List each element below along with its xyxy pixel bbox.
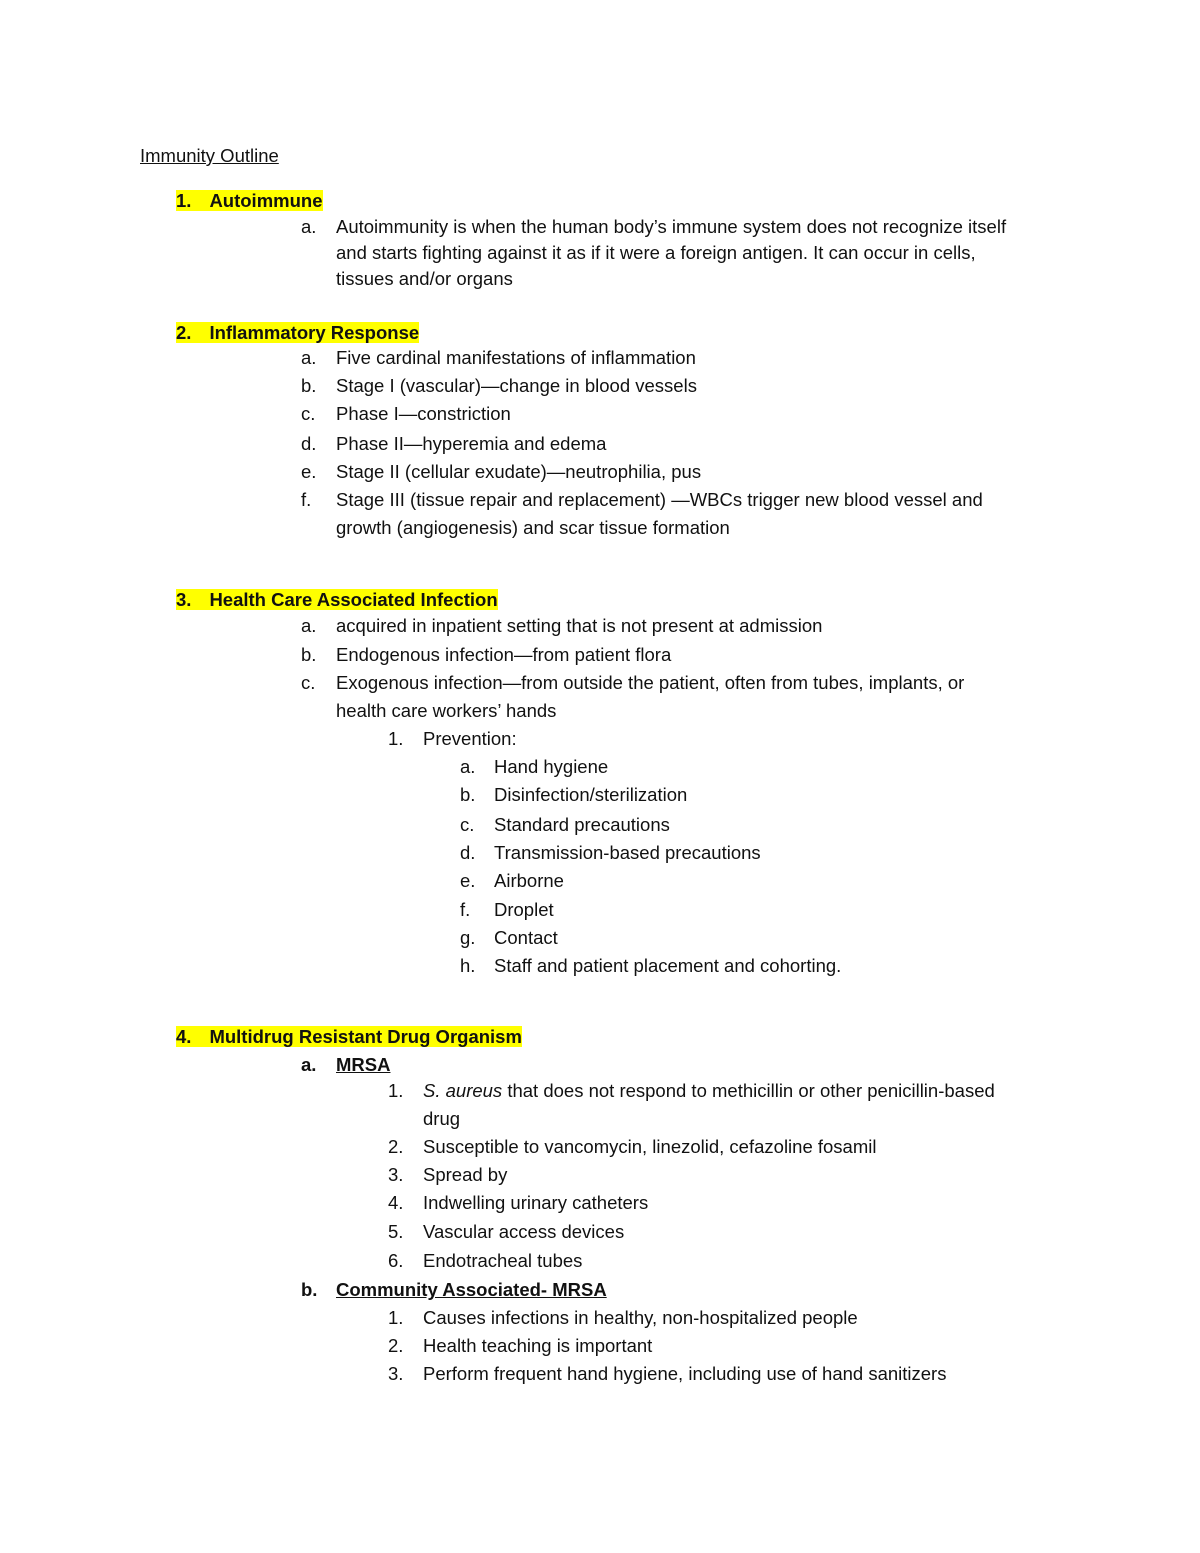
list-item-text: Perform frequent hand hygiene, including use of hand sanitizers xyxy=(423,1363,947,1384)
list-item-marker: f. xyxy=(301,489,312,510)
list-item-marker: c. xyxy=(460,814,475,835)
list-item-marker: 1. xyxy=(388,1307,404,1328)
section-number: 1. xyxy=(176,190,192,211)
list-item-marker: b. xyxy=(301,1279,318,1300)
list-item-text: Contact xyxy=(494,927,558,948)
list-item-marker: 6. xyxy=(388,1250,404,1271)
list-item-marker: a. xyxy=(301,615,317,636)
subsection-label: Community Associated- MRSA xyxy=(336,1279,607,1300)
section-3-heading xyxy=(176,588,498,612)
list-item-text: Five cardinal manifestations of inflammation xyxy=(336,347,696,368)
list-item-text: Health teaching is important xyxy=(423,1335,653,1356)
section-1-heading xyxy=(176,189,323,213)
list-item-text: Autoimmunity is when the human body’s immune system does not recognize itself xyxy=(336,216,1007,237)
list-item-marker: 2. xyxy=(388,1335,404,1356)
list-item-text: growth (angiogenesis) and scar tissue formation xyxy=(336,517,730,538)
list-item-text: Phase I—constriction xyxy=(336,403,511,424)
list-item-marker: 1. xyxy=(388,728,404,749)
list-item-marker: 5. xyxy=(388,1221,404,1242)
list-item-text: Stage II (cellular exudate)—neutrophilia, pus xyxy=(336,461,702,482)
list-item-marker: f. xyxy=(460,899,471,920)
list-item-text: and starts fighting against it as if it were a foreign antigen. It can occur in cells, xyxy=(336,242,976,263)
section-title: Multidrug Resistant Drug Organism xyxy=(209,1026,522,1047)
list-item-text: Phase II—hyperemia and edema xyxy=(336,433,607,454)
list-item-text: Endotracheal tubes xyxy=(423,1250,583,1271)
list-item-marker: a. xyxy=(301,347,317,368)
list-item-marker: 3. xyxy=(388,1164,404,1185)
subsection-label: MRSA xyxy=(336,1054,391,1075)
list-item-text xyxy=(423,1079,995,1103)
list-item-marker: c. xyxy=(301,403,316,424)
list-item-marker: b. xyxy=(301,375,317,396)
list-item-text: Disinfection/sterilization xyxy=(494,784,688,805)
section-number: 3. xyxy=(176,589,192,610)
list-item-text: Transmission-based precautions xyxy=(494,842,761,863)
list-item-marker: d. xyxy=(301,433,317,454)
list-item-text-rest: that does not respond to methicillin or other penicillin-based xyxy=(502,1080,995,1101)
list-item-text: Indwelling urinary catheters xyxy=(423,1192,649,1213)
section-title: Health Care Associated Infection xyxy=(209,589,498,610)
section-number: 2. xyxy=(176,322,192,343)
document-title: Immunity Outline xyxy=(140,145,279,166)
italic-species-name: S. aureus xyxy=(423,1080,503,1101)
list-item-marker: c. xyxy=(301,672,316,693)
list-item-text: Airborne xyxy=(494,870,564,891)
list-item-marker: g. xyxy=(460,927,476,948)
section-number: 4. xyxy=(176,1026,192,1047)
list-item-text: Causes infections in healthy, non-hospitalized people xyxy=(423,1307,858,1328)
list-item-marker: 4. xyxy=(388,1192,404,1213)
list-item-marker: d. xyxy=(460,842,476,863)
list-item-text: tissues and/or organs xyxy=(336,268,513,289)
list-item-marker: b. xyxy=(460,784,476,805)
list-item-marker: 1. xyxy=(388,1080,404,1101)
list-item-marker: a. xyxy=(460,756,476,777)
list-item-text: Exogenous infection—from outside the patient, often from tubes, implants, or xyxy=(336,672,965,693)
section-title: Inflammatory Response xyxy=(209,322,420,343)
list-item-marker: a. xyxy=(301,1054,317,1075)
list-item-marker: e. xyxy=(460,870,476,891)
list-item-marker: a. xyxy=(301,216,317,237)
list-item-text: drug xyxy=(423,1108,461,1129)
section-title: Autoimmune xyxy=(209,190,323,211)
list-item-marker: b. xyxy=(301,644,317,665)
list-item-text: Standard precautions xyxy=(494,814,670,835)
list-item-text: Endogenous infection—from patient flora xyxy=(336,644,672,665)
list-item-marker: h. xyxy=(460,955,476,976)
list-item-text: health care workers’ hands xyxy=(336,700,557,721)
list-item-text: Stage I (vascular)—change in blood vessels xyxy=(336,375,697,396)
list-item-text: Hand hygiene xyxy=(494,756,609,777)
list-item-text: Droplet xyxy=(494,899,554,920)
list-item-marker: 2. xyxy=(388,1136,404,1157)
list-item-marker: e. xyxy=(301,461,317,482)
list-item-text: Vascular access devices xyxy=(423,1221,625,1242)
list-item-text: Stage III (tissue repair and replacement) —WBCs trigger new blood vessel and xyxy=(336,489,983,510)
prevention-label: Prevention: xyxy=(423,728,517,749)
list-item-text: acquired in inpatient setting that is not present at admission xyxy=(336,615,823,636)
section-2-heading xyxy=(176,321,419,345)
list-item-text: Spread by xyxy=(423,1164,508,1185)
section-4-heading xyxy=(176,1025,522,1049)
list-item-text: Staff and patient placement and cohorting. xyxy=(494,955,842,976)
list-item-text: Susceptible to vancomycin, linezolid, cefazoline fosamil xyxy=(423,1136,877,1157)
list-item-marker: 3. xyxy=(388,1363,404,1384)
